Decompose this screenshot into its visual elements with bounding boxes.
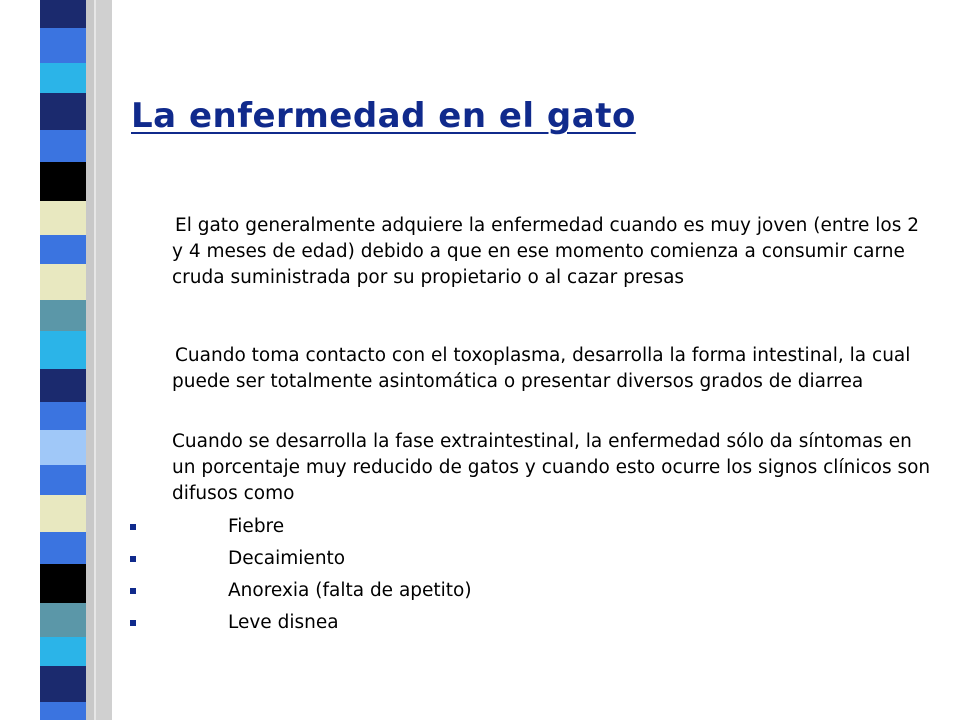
decorative-stripe-bar: [0, 0, 112, 720]
page-title: La enfermedad en el gato: [131, 96, 636, 136]
symptom-label: Anorexia (falta de apetito): [228, 580, 472, 601]
square-bullet-icon: [130, 620, 136, 626]
symptom-label: Leve disnea: [228, 612, 339, 633]
square-bullet-icon: [130, 588, 136, 594]
paragraph-extraintestinal-phase: Cuando se desarrolla la fase extraintestinal, la enfermedad sólo da síntomas en un porcentaje muy reducido de gatos y cuando esto ocurre los signos clínicos son difusos como: [172, 431, 931, 504]
symptom-label: Decaimiento: [228, 548, 346, 569]
square-bullet-icon: [130, 524, 136, 530]
paragraph-intestinal-form: Cuando toma contacto con el toxoplasma, desarrolla la forma intestinal, la cual puede ser totalmente asintomática o presentar diversos grados de diarrea: [172, 345, 911, 392]
paragraph-cat-infection: El gato generalmente adquiere la enfermedad cuando es muy joven (entre los 2 y 4 meses de edad) debido a que en ese momento comienza a consumir carne cruda suministrada por su propietario o al cazar presas: [172, 215, 920, 288]
symptom-label: Fiebre: [228, 516, 285, 537]
square-bullet-icon: [130, 556, 136, 562]
